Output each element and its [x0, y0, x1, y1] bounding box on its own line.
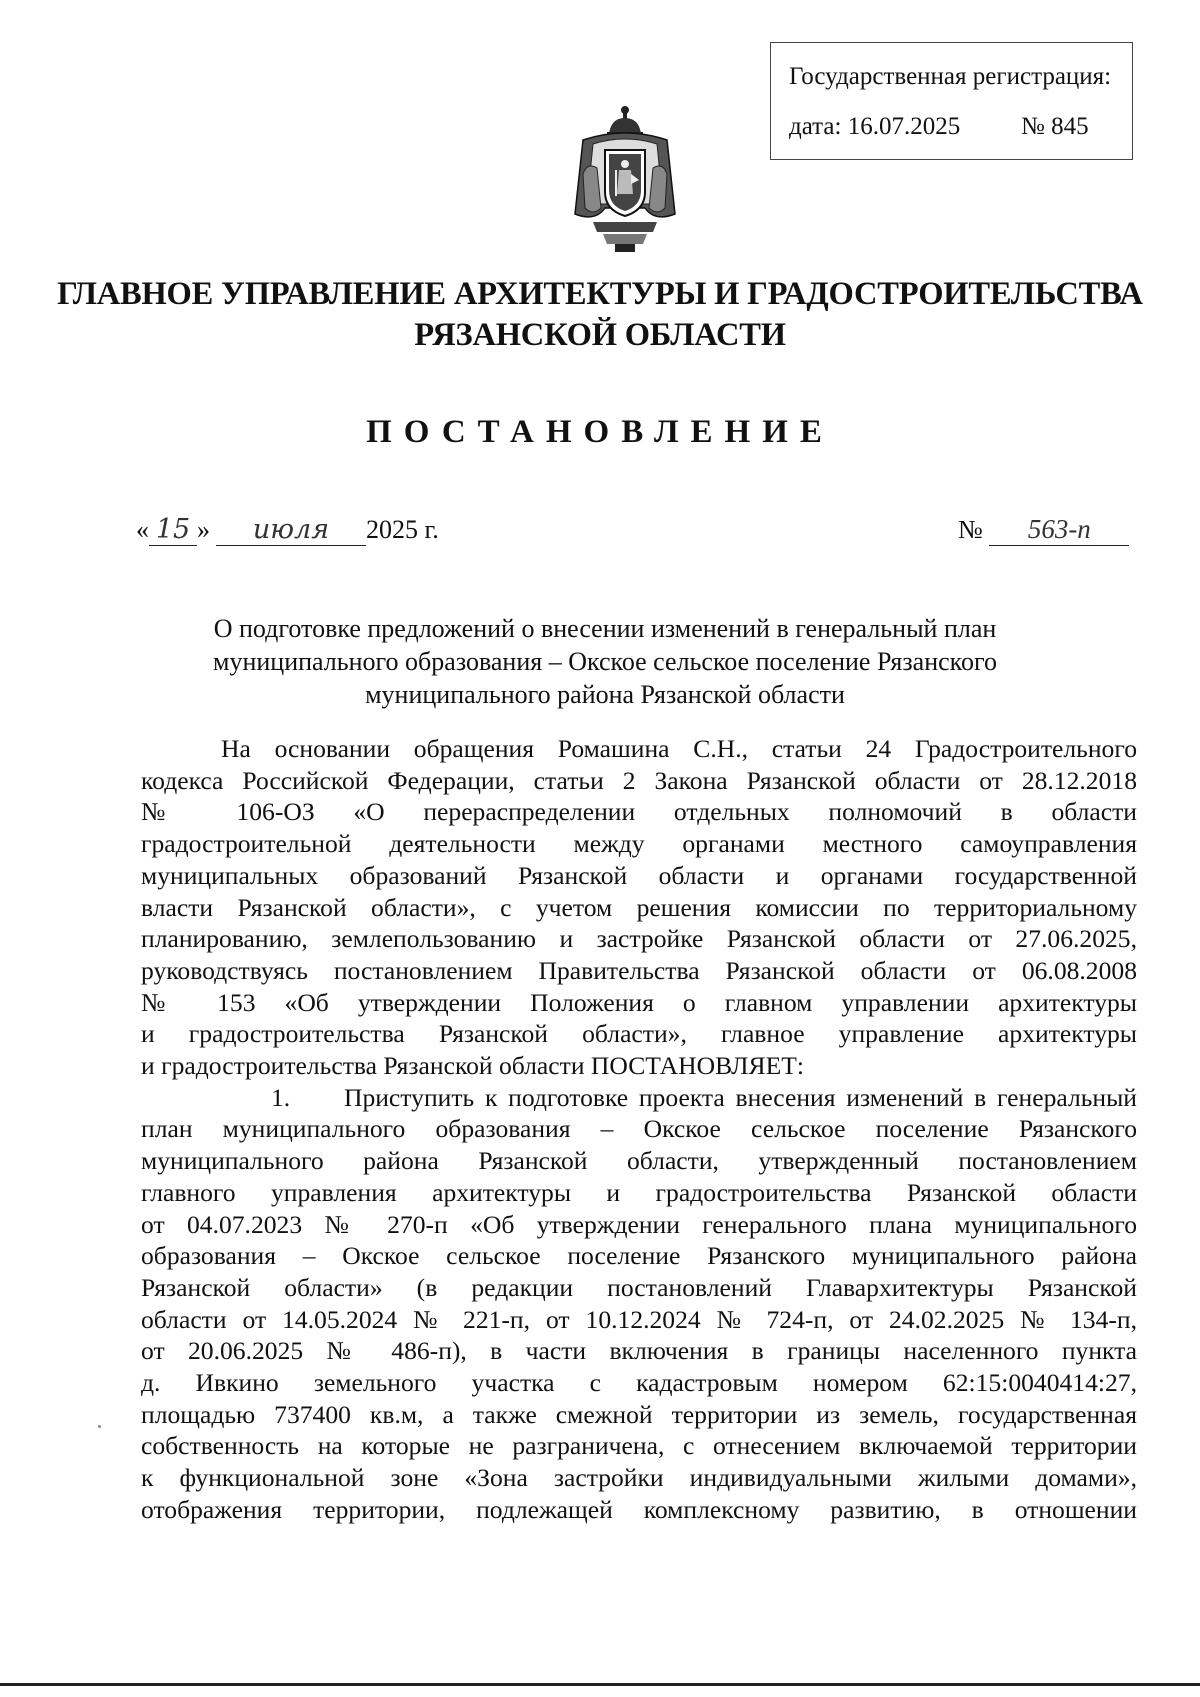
document-number — [958, 514, 1129, 546]
registration-title: Государственная регистрация: — [789, 63, 1112, 90]
body-line: и градостроительства Рязанской области ПОСТАНОВЛЯЕТ: — [141, 1051, 804, 1081]
registration-stamp — [770, 42, 1133, 160]
document-number-value: 563-п — [989, 514, 1129, 546]
body-line: № 153 «Об утверждении Положения о главном управлении архитектуры — [141, 987, 1137, 1017]
body-line: главного управления архитектуры и градостроительства Рязанской области — [141, 1177, 1137, 1207]
page-bottom-edge — [0, 1683, 1200, 1686]
subject-line3: муниципального района Рязанской области — [365, 680, 845, 709]
organization-name — [0, 274, 1200, 356]
document-number-prefix: № — [958, 515, 983, 544]
document-date — [136, 514, 439, 546]
registration-date: дата: 16.07.2025 — [789, 113, 961, 140]
body-line: муниципальных образований Рязанской области и органами государственной — [141, 860, 1137, 890]
body-line: 1. Приступить к подготовке проекта внесения изменений в генеральный — [271, 1082, 1137, 1112]
body-line: образования – Окское сельское поселение Рязанского муниципального района — [141, 1241, 1137, 1271]
body-line: отображения территории, подлежащей комплексному развитию, в отношении — [141, 1494, 1137, 1524]
body-line: планированию, землепользованию и застройке Рязанской области от 27.06.2025, — [141, 924, 1137, 954]
body-line: руководствуясь постановлением Правительства Рязанской области от 06.08.2008 — [141, 955, 1137, 985]
document-body — [141, 733, 1137, 1526]
body-line: № 106-ОЗ «О перераспределении отдельных полномочий в области — [141, 797, 1137, 827]
organization-name-line2: РЯЗАНСКОЙ ОБЛАСТИ — [414, 317, 786, 353]
body-line: план муниципального образования – Окское сельское поселение Рязанского — [141, 1114, 1137, 1144]
body-line: Рязанской области» (в редакции постановлений Главархитектуры Рязанской — [141, 1272, 1137, 1302]
body-line: от 04.07.2023 № 270-п «Об утверждении генерального плана муниципального — [141, 1209, 1137, 1239]
body-line: области от 14.05.2024 № 221-п, от 10.12.2024 № 724-п, от 24.02.2025 № 134-п, — [141, 1304, 1137, 1334]
organization-name-line1: ГЛАВНОЕ УПРАВЛЕНИЕ АРХИТЕКТУРЫ И ГРАДОСТРОИТЕЛЬСТВА — [57, 276, 1143, 312]
body-line: власти Рязанской области», с учетом решения комиссии по территориальному — [141, 892, 1137, 922]
body-line: к функциональной зоне «Зона застройки индивидуальными жилыми домами», — [141, 1463, 1137, 1493]
body-line: собственность на которые не разграничена, с отнесением включаемой территории — [141, 1431, 1137, 1461]
body-line: и градостроительства Рязанской области», главное управление архитектуры — [141, 1019, 1137, 1049]
date-month: июля — [216, 514, 366, 546]
date-open-quote: « — [136, 515, 149, 544]
date-year: 2025 г. — [366, 515, 439, 544]
body-line: На основании обращения Ромашина С.Н., статьи 24 Градостроительного — [221, 734, 1137, 763]
document-subject — [140, 612, 1070, 711]
body-line: муниципального района Рязанской области, утвержденный постановлением — [141, 1146, 1137, 1176]
ryazan-coat-of-arms-icon — [563, 104, 687, 254]
body-line: кодекса Российской Федерации, статьи 2 Закона Рязанской области от 28.12.2018 — [141, 765, 1137, 795]
subject-line2: муниципального образования – Окское сельское поселение Рязанского — [213, 647, 997, 676]
registration-number: № 845 — [1021, 113, 1089, 140]
scan-speck — [98, 1425, 101, 1428]
body-line: от 20.06.2025 № 486-п), в части включения в границы населенного пункта — [141, 1336, 1137, 1366]
body-line: площадью 737400 кв.м, а также смежной территории из земель, государственная — [141, 1399, 1137, 1429]
date-day: 15 — [149, 514, 197, 546]
document-type-title: ПОСТАНОВЛЕНИЕ — [366, 414, 834, 450]
date-close-quote: » — [197, 515, 210, 544]
body-line: д. Ивкино земельного участка с кадастровым номером 62:15:0040414:27, — [141, 1368, 1137, 1398]
subject-line1: О подготовке предложений о внесении изменений в генеральный план — [213, 614, 997, 643]
body-line: градостроительной деятельности между органами местного самоуправления — [141, 829, 1137, 859]
